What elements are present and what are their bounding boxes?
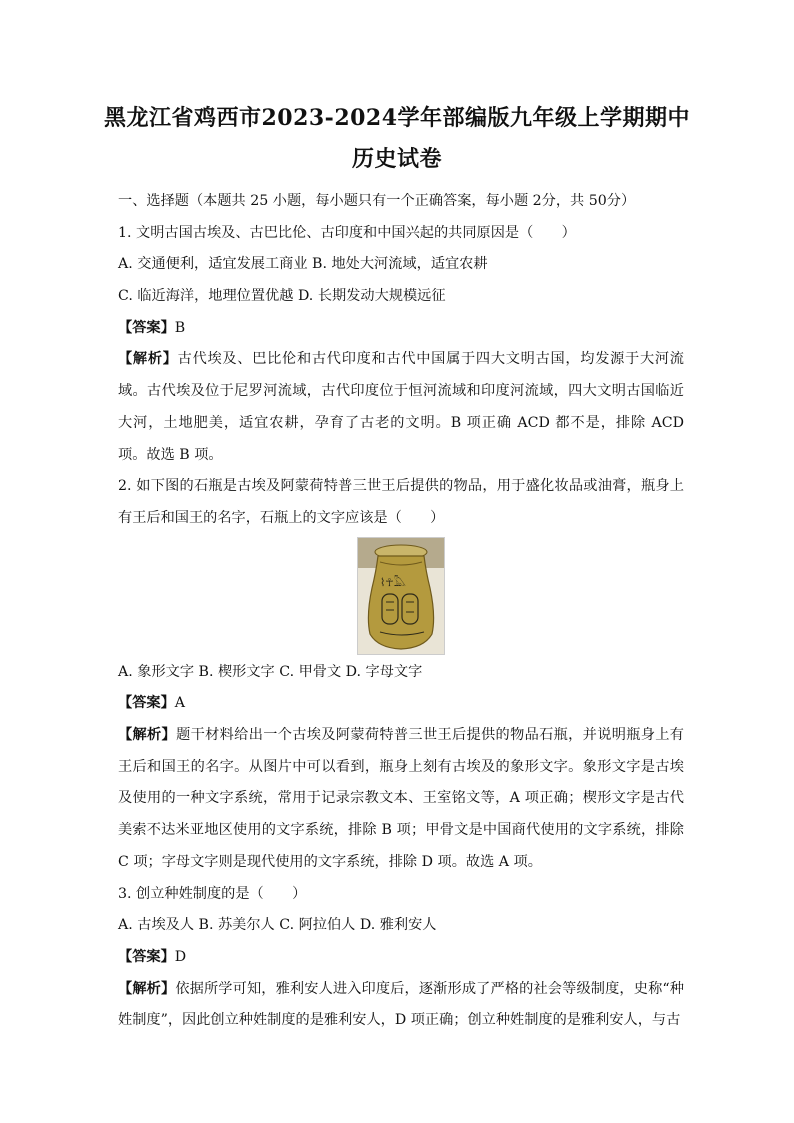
question-2-stem: 2. 如下图的石瓶是古埃及阿蒙荷特普三世王后提供的物品，用于盛化妆品或油膏，瓶身上有王后和国王的名字，石瓶上的文字应该是（ ） [118, 478, 684, 526]
question-1-stem: 1. 文明古国古埃及、古巴比伦、古印度和中国兴起的共同原因是（ ） [118, 224, 576, 241]
answer-value: D [174, 948, 187, 965]
analysis-text: 依据所学可知，雅利安人进入印度后，逐渐形成了严格的社会等级制度，史称“种姓制度”，因此创立种姓制度的是雅利安人，D 项正确；创立种姓制度的是雅利安人，与古 [118, 980, 684, 1029]
analysis-label: 【解析】 [118, 351, 178, 368]
question-1-analysis [118, 344, 684, 471]
question-3-stem: 3. 创立种姓制度的是（ ） [118, 885, 307, 902]
analysis-label: 【解析】 [118, 980, 176, 997]
answer-label: 【答案】 [118, 695, 175, 712]
question-2-answer [118, 688, 684, 720]
question-1-options-row1: A. 交通便利，适宜发展工商业 B. 地处大河流域，适宜农耕 [118, 256, 488, 273]
analysis-label: 【解析】 [118, 727, 177, 744]
analysis-text: 古代埃及、巴比伦和古代印度和古代中国属于四大文明古国，均发源于大河流域。古代埃及位于尼罗河流域，古代印度位于恒河流域和印度河流域，四大文明古国临近大河，土地肥美，适宜农耕，孕育了古老的文明。B 项正确 ACD 都不是，排除 ACD 项。故选 B 项。 [118, 351, 684, 463]
answer-value: A [174, 695, 186, 712]
question-3-answer [118, 942, 684, 974]
question-1-options-row2: C. 临近海洋，地理位置优越 D. 长期发动大规模远征 [118, 288, 446, 305]
svg-text:⌇☥𓅓: ⌇☥𓅓 [380, 575, 406, 589]
question-1-answer [118, 313, 684, 345]
answer-label: 【答案】 [118, 319, 175, 336]
question-2-analysis [118, 720, 684, 879]
page-title: 黑龙江省鸡西市2023-2024学年部编版九年级上学期期中 [103, 105, 691, 131]
stone-jar-image [357, 537, 445, 655]
question-3-options-row1: A. 古埃及人 B. 苏美尔人 C. 阿拉伯人 D. 雅利安人 [118, 917, 437, 934]
analysis-text: 题干材料给出一个古埃及阿蒙荷特普三世王后提供的物品石瓶，并说明瓶身上有王后和国王的名字。从图片中可以看到，瓶身上刻有古埃及的象形文字。象形文字是古埃及使用的一种文字系统，常用于记录宗教文本、王室铭文等，A 项正确；楔形文字是古代美索不达米亚地区使用的文字系统，排除 B 项；甲骨文是中国商代使用的文字系统，排除 C 项；字母文字则是现代使用的文字系统，排除 D 项。故选 A 项。 [118, 727, 684, 870]
stone-jar-illustration [358, 538, 444, 654]
stone-jar-figure [118, 535, 684, 657]
answer-label: 【答案】 [118, 948, 175, 965]
question-2-options-row1: A. 象形文字 B. 楔形文字 C. 甲骨文 D. 字母文字 [118, 663, 423, 680]
section-heading: 一、选择题（本题共 25 小题，每小题只有一个正确答案，每小题 2分，共 50分） [118, 193, 636, 209]
question-3-analysis [118, 974, 684, 1037]
page-subtitle: 历史试卷 [351, 146, 442, 172]
document-body [118, 186, 684, 1037]
answer-value: B [174, 319, 186, 336]
